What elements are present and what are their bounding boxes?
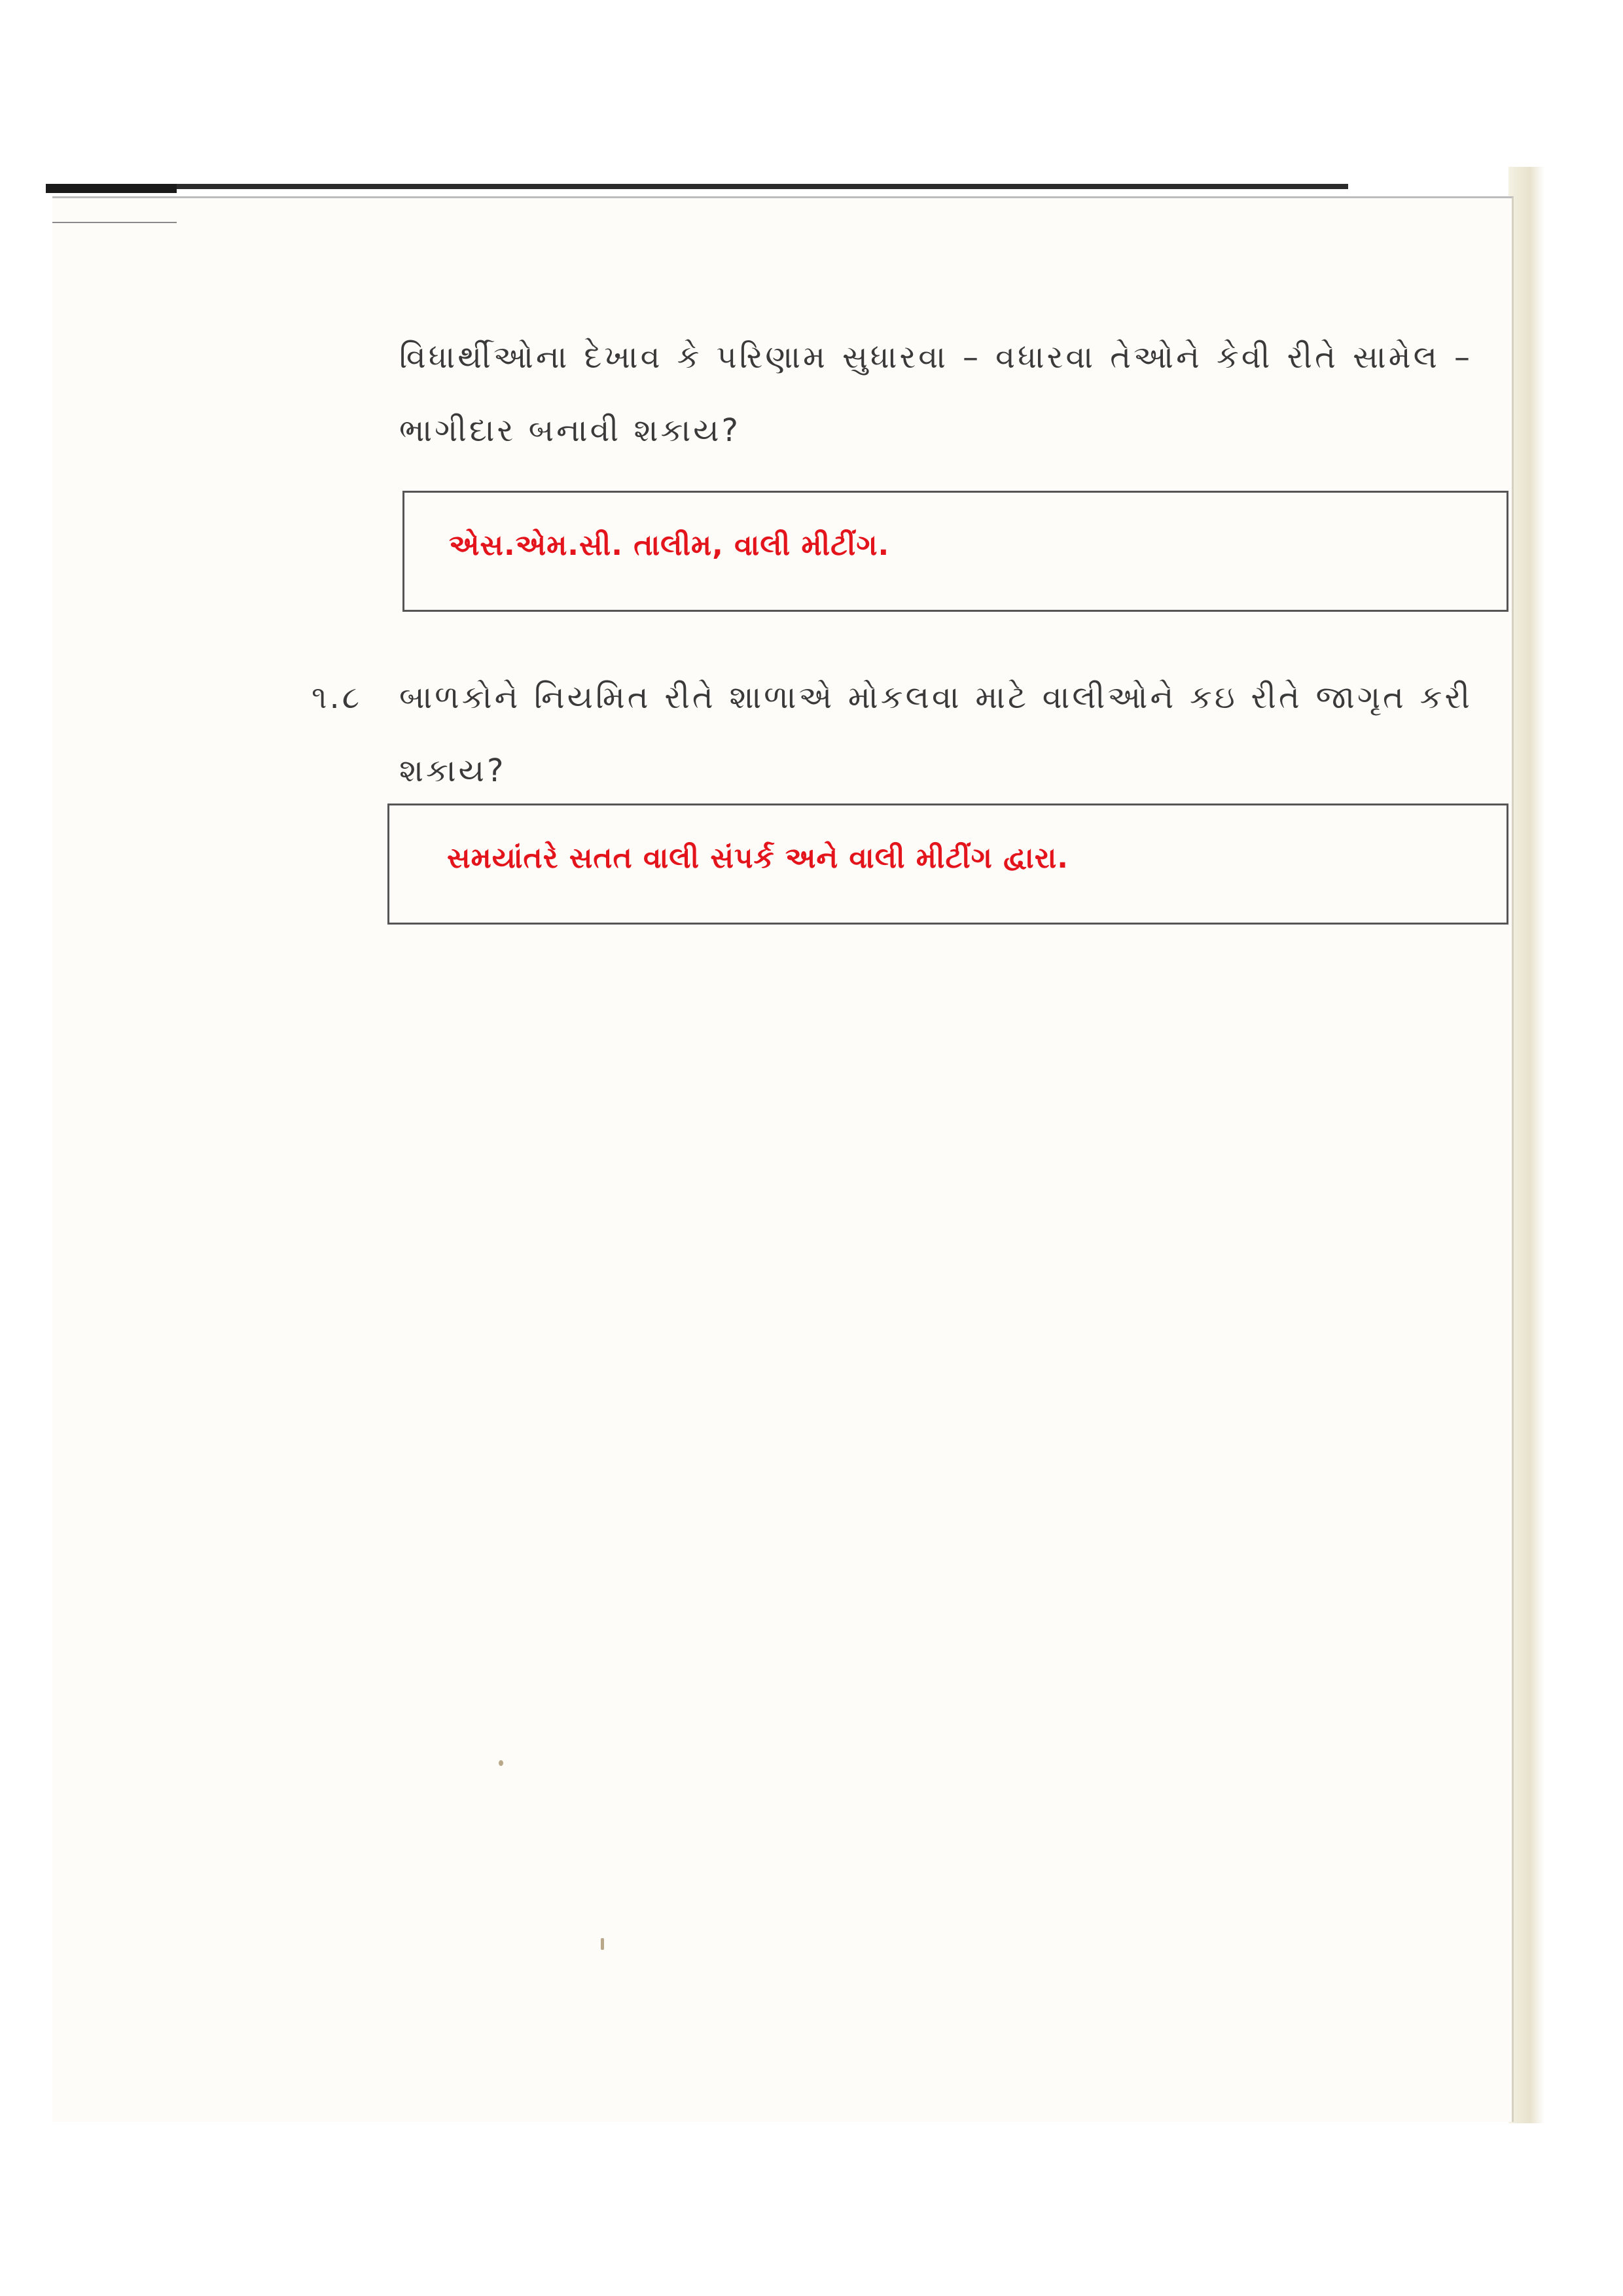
answer-box bbox=[402, 491, 1508, 612]
scan-speck bbox=[601, 1938, 604, 1950]
scan-shadow bbox=[1508, 167, 1544, 2123]
question-text: વિધાર્થીઓના દેખાવ કે પરિણામ સુધારવા – વધારવા તેઓને કેવી રીતે સામેલ – ભાગીદાર બનાવી શકાય? bbox=[399, 339, 1472, 449]
answer-text: એસ.એમ.સી. તાલીમ, વાલી મીટીંગ. bbox=[449, 529, 890, 562]
question-text: બાળકોને નિયમિત રીતે શાળાએ મોકલવા માટે વાલીઓને કઇ રીતે જાગૃત કરી શકાય? bbox=[399, 679, 1472, 789]
page-edge-line bbox=[52, 222, 177, 223]
scan-speck bbox=[499, 1760, 503, 1766]
scanned-page bbox=[52, 196, 1514, 2122]
scan-edge-corner bbox=[46, 184, 177, 193]
answer-text: સમયાંતરે સતત વાલી સંપર્ક અને વાલી મીટીંગ દ્વારા. bbox=[447, 841, 1069, 875]
question-number: ૧.૮ bbox=[312, 679, 363, 716]
scan-edge bbox=[46, 184, 1348, 189]
answer-box bbox=[387, 804, 1508, 925]
